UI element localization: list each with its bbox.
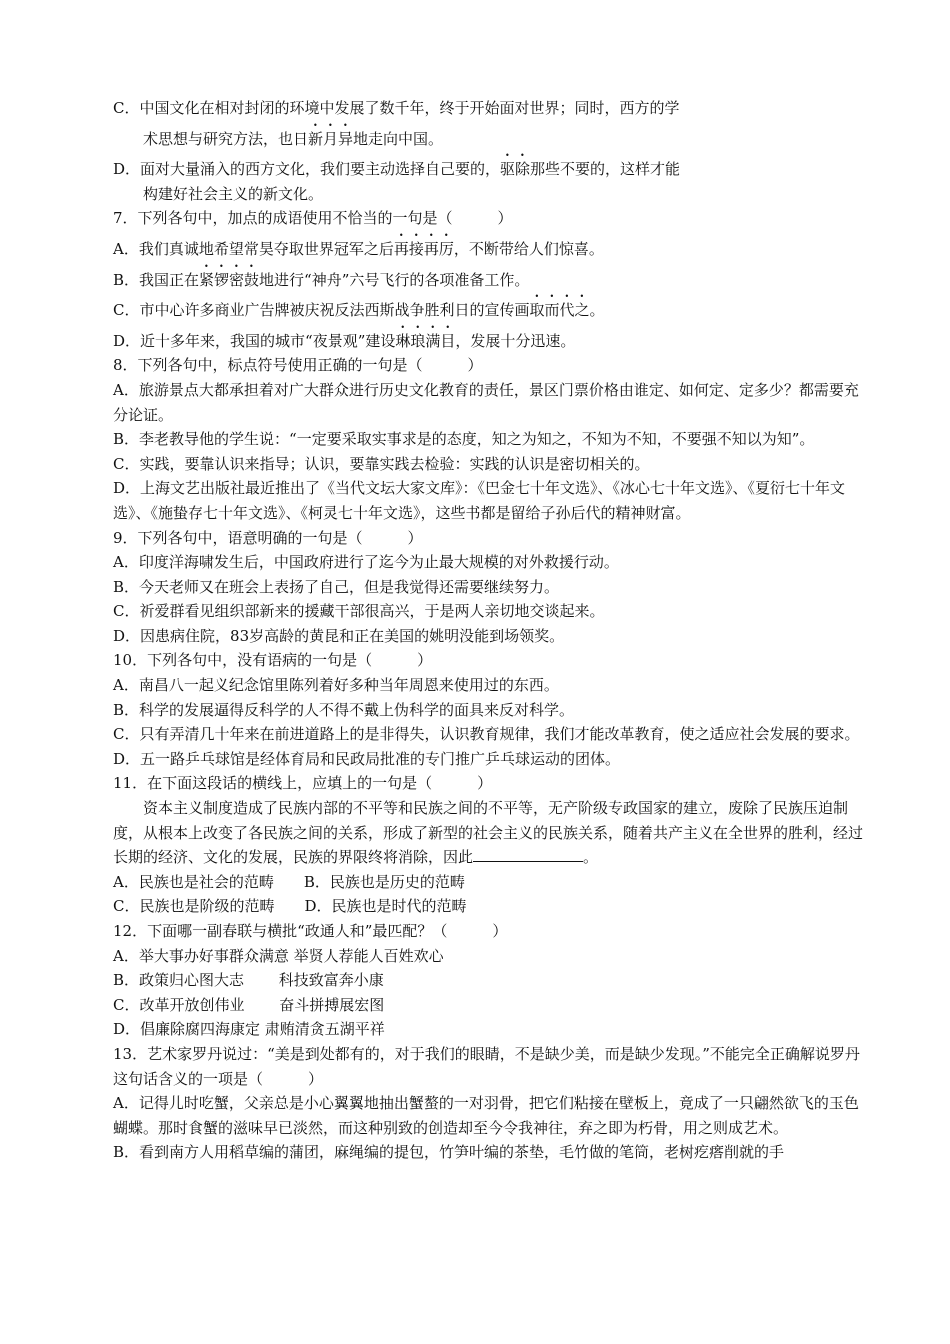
q7-option-a: A．我们真诚地希望常昊夺取世界冠军之后再接再厉，不断带给人们惊喜。 [113,239,604,258]
q12-option-a: A．举大事办好事群众满意 举贤人荐能人百姓欢心 [113,946,444,965]
q12-option-d: D．倡廉除腐四海康定 肃贿清贪五湖平祥 [113,1020,385,1039]
q7-option-c: C．市中心许多商业广告牌被庆祝反法西斯战争胜利日的宣传画取而代之。 [113,301,605,320]
q10-option-c: C．只有弄清几十年来在前进道路上的是非得失，认识教育规律，我们才能改革教育，使之适应社会发展的要求。 [113,725,860,744]
q10-stem: 10．下列各句中，没有语病的一句是（ ） [113,651,433,670]
q8-option-a: A．旅游景点大都承担着对广大群众进行历史文化教育的责任，景区门票价格由谁定、如何定、定多少？都需要充分论证。 [113,380,859,424]
q10-option-d: D．五一路乒乓球馆是经体育局和民政局批准的专门推广乒乓球运动的团体。 [113,749,621,768]
q12-option-b: B．政策归心图大志 科技致富奔小康 [113,971,384,990]
dotted-idiom: 再接再厉 [393,239,454,258]
dotted-word: 驱除 [500,160,531,179]
q8-option-c: C．实践，要靠认识来指导；认识，要靠实践去检验：实践的认识是密切相关的。 [113,454,650,473]
q6-option-d-line1: D．面对大量涌入的西方文化，我们要主动选择自己要的，驱除那些不要的，这样才能 [113,160,681,179]
q9-option-d: D．因患病住院，83岁高龄的黄昆和正在美国的姚明没能到场领奖。 [113,626,565,645]
dotted-idiom: 紧锣密鼓 [199,270,260,289]
q6-option-c-line1: C．中国文化在相对封闭的环境中发展了数千年，终于开始面对世界；同时，西方的学 [113,99,680,117]
q11-options-cd: C．民族也是阶级的范畴 D．民族也是时代的范畴 [113,897,467,916]
dotted-idiom: 新月异 [308,129,354,148]
q11-paragraph: 资本主义制度造成了民族内部的不平等和民族之间的不平等，无产阶级专政国家的建立，废除了民族压迫制度，从根本上改变了各民族之间的关系，形成了新型的社会主义的民族关系，随着共产主义在全世界的胜利，经过长期的经济、文化的发展，民族的界限终将消除，因此 。 [113,799,864,867]
q6-option-d-line2: 构建好社会主义的新文化。 [143,184,324,203]
q7-option-b: B．我国正在紧锣密鼓地进行“神舟”六号飞行的各项准备工作。 [113,270,530,289]
q9-option-c: C．祈爱群看见组织部新来的援藏干部很高兴，于是两人亲切地交谈起来。 [113,602,605,621]
q9-stem: 9．下列各句中，语意明确的一句是（ ） [113,528,423,547]
q7-stem: 7．下列各句中，加点的成语使用不恰当的一句是（ ） [113,209,513,228]
q13-option-a: A．记得儿时吃蟹，父亲总是小心翼翼地抽出蟹螯的一对羽骨，把它们粘接在壁板上，竟成了一只翩然欲飞的玉色蝴蝶。那时食蟹的滋味早已淡然，而这种别致的创造却至今令我神往，弃之即为朽骨，用之则成艺术。 [113,1094,859,1137]
q7-option-d: D．近十多年来，我国的城市“夜景观”建设琳琅满目，发展十分迅速。 [113,331,576,350]
q9-option-b: B．今天老师又在班会上表扬了自己，但是我觉得还需要继续努力。 [113,577,560,596]
dotted-idiom: 琳琅满目 [395,331,456,350]
q8-stem: 8．下列各句中，标点符号使用正确的一句是（ ） [113,356,483,375]
q11-stem: 11．在下面这段话的横线上，应填上的一句是（ ） [113,774,493,793]
q10-option-b: B．科学的发展逼得反科学的人不得不戴上伪科学的面具来反对科学。 [113,700,575,719]
q8-option-d: D．上海文艺出版社最近推出了《当代文坛大家文库》：《巴金七十年文选》、《冰心七十年文选》、《夏衍七十年文选》、《施蛰存七十年文选》、《柯灵七十年文选》，这些书都是留给子孙后代的精神财富。 [113,479,846,522]
fill-blank [473,847,583,862]
q12-option-c: C．改革开放创伟业 奋斗拼搏展宏图 [113,995,385,1014]
q13-option-b: B．看到南方人用稻草编的蒲团，麻绳编的提包，竹笋叶编的茶垫，毛竹做的笔筒，老树疙瘩削就的手 [113,1143,785,1162]
q9-option-a: A．印度洋海啸发生后，中国政府进行了迄今为止最大规模的对外救援行动。 [113,553,619,572]
dotted-idiom: 取而代之 [529,301,590,320]
exam-content [113,96,865,1165]
q10-option-a: A．南昌八一起义纪念馆里陈列着好多种当年周恩来使用过的东西。 [113,676,559,695]
q8-option-b: B．李老教导他的学生说：“一定要采取实事求是的态度，知之为知之，不知为不知，不要强不知以为知”。 [113,430,815,449]
q12-stem: 12．下面哪一副春联与横批“政通人和”最匹配？（ ） [113,922,508,940]
q6-option-c-line2: 术思想与研究方法，也日新月异地走向中国。 [143,129,444,148]
q13-stem: 13．艺术家罗丹说过：“美是到处都有的，对于我们的眼睛，不是缺少美，而是缺少发现。”不能完全正确解说罗丹这句话含义的一项是（ ） [113,1044,860,1088]
q11-options-ab: A．民族也是社会的范畴 B．民族也是历史的范畴 [113,872,465,891]
